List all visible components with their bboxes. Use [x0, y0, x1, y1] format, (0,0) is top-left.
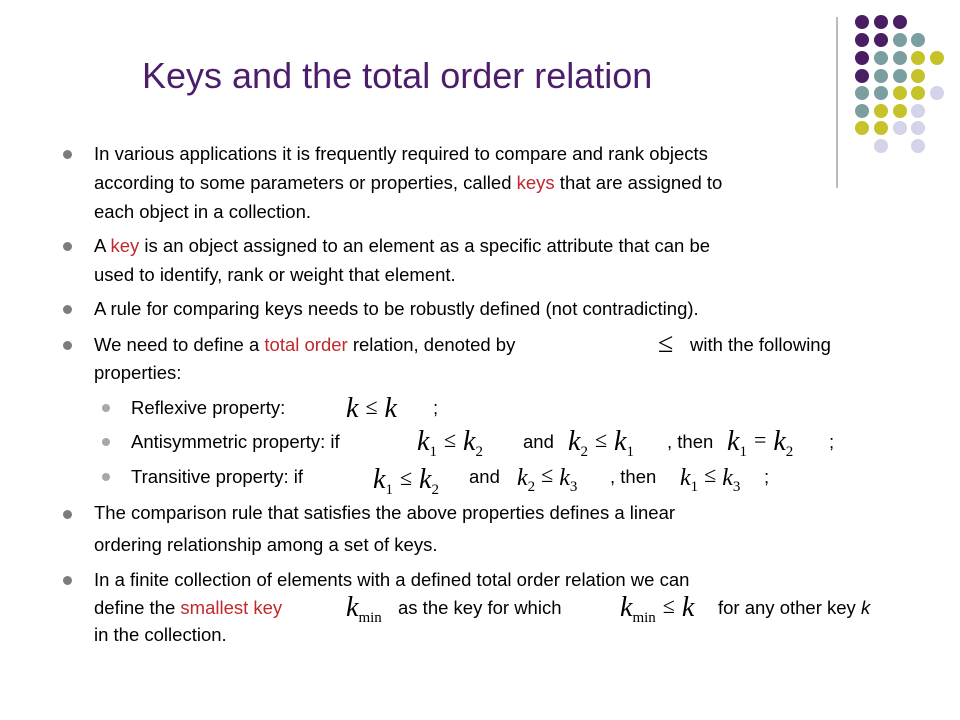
highlight-total-order: total order: [264, 334, 348, 355]
bullet-1-line-2: [94, 172, 722, 194]
bullet-icon: [63, 576, 72, 585]
slide-title: Keys and the total order relation: [142, 55, 653, 96]
bullet-icon: [63, 150, 72, 159]
math-var: k: [722, 465, 733, 491]
bullet-2-line-1: [94, 235, 710, 257]
bullet-icon: [63, 510, 72, 519]
text-run: for any other key: [718, 597, 861, 618]
antisymmetric-formula-1: [417, 428, 483, 466]
math-sub: 3: [569, 479, 578, 495]
bullet-icon: [63, 305, 72, 314]
transitive-then: , then: [610, 466, 657, 487]
math-var: k: [681, 592, 695, 623]
math-rel: ≤: [443, 427, 457, 452]
bullet-4-line-1-end: with the following: [690, 334, 831, 355]
math-var: k: [346, 592, 359, 623]
reflexive-formula: [346, 395, 397, 424]
sub-bullet-icon: [102, 473, 110, 481]
math-sub: min: [358, 610, 382, 626]
transitive-formula-1: [373, 466, 439, 504]
math-sub: 2: [475, 444, 483, 460]
reflexive-end: ;: [433, 397, 439, 418]
antisymmetric-formula-2: [568, 428, 634, 466]
transitive-formula-3: [680, 464, 740, 501]
reflexive-label: Reflexive property:: [131, 397, 286, 418]
transitive-label: Transitive property: if: [131, 466, 304, 487]
math-var: k: [727, 426, 740, 457]
bullet-1-line-3: each object in a collection.: [94, 201, 311, 222]
math-var: k: [517, 465, 528, 491]
highlight-keys: keys: [516, 172, 555, 193]
math-rel: ≤: [594, 427, 608, 452]
math-var: k: [680, 465, 691, 491]
sub-bullet-icon: [102, 438, 110, 446]
math-sub: 1: [739, 444, 747, 460]
bullet-4-line-2: properties:: [94, 362, 182, 383]
math-sub: min: [632, 610, 656, 626]
math-var: k: [419, 464, 432, 495]
antisymmetric-then: , then: [667, 431, 714, 452]
highlight-key: key: [110, 235, 140, 256]
bullet-6-line-2-end: [718, 597, 870, 619]
text-run: is an object assigned to an element as a specific attribute that can be: [139, 235, 711, 256]
math-sub: 2: [431, 482, 439, 498]
math-sub: 2: [580, 444, 588, 460]
bullet-6-line-1: In a finite collection of elements with a defined total order relation we can: [94, 569, 690, 590]
math-var: k: [384, 393, 397, 424]
math-rel: ≤: [365, 394, 378, 419]
text-run: define the: [94, 597, 181, 618]
math-sub: 1: [626, 444, 634, 460]
kmin-formula: [620, 594, 694, 632]
transitive-formula-2: [517, 464, 577, 501]
math-sub: 1: [385, 482, 393, 498]
text-run-italic: k: [860, 597, 871, 618]
math-var: k: [346, 393, 359, 424]
bullet-5-line-2: ordering relationship among a set of keys.: [94, 534, 438, 555]
bullet-6-line-2-start: [94, 597, 282, 619]
math-sub: 2: [527, 479, 536, 495]
bullet-icon: [63, 242, 72, 251]
text-run: that are assigned to: [554, 172, 723, 193]
math-var: k: [773, 426, 786, 457]
bullet-6-line-2-middle: as the key for which: [398, 597, 562, 618]
bullet-2-line-2: used to identify, rank or weight that element.: [94, 264, 456, 285]
order-symbol: ≤: [658, 328, 674, 359]
math-var: k: [417, 426, 430, 457]
math-var: k: [559, 465, 570, 491]
bullet-icon: [63, 341, 72, 350]
antisymmetric-and: and: [523, 431, 554, 452]
text-run: relation, denoted by: [347, 334, 516, 355]
transitive-end: ;: [764, 466, 770, 487]
bullet-3-line-1: A rule for comparing keys needs to be robustly defined (not contradicting).: [94, 298, 699, 319]
antisymmetric-end: ;: [829, 431, 835, 452]
math-sub: 1: [429, 444, 437, 460]
sub-bullet-icon: [102, 404, 110, 412]
kmin-symbol: [346, 594, 382, 632]
math-var: k: [373, 464, 386, 495]
text-run: We need to define a: [94, 334, 265, 355]
math-rel: ≤: [662, 593, 675, 618]
math-sub: 3: [732, 479, 741, 495]
math-var: k: [614, 426, 627, 457]
math-sub: 1: [690, 479, 699, 495]
bullet-1-line-1: In various applications it is frequently required to compare and rank objects: [94, 143, 708, 164]
text-run: A: [94, 235, 111, 256]
math-rel: ≤: [399, 465, 413, 490]
bullet-5-line-1: The comparison rule that satisfies the above properties defines a linear: [94, 502, 676, 523]
math-var: k: [568, 426, 581, 457]
math-var: k: [463, 426, 476, 457]
bullet-6-line-3: in the collection.: [94, 624, 227, 645]
antisymmetric-label: Antisymmetric property: if: [131, 431, 340, 452]
math-sub: 2: [785, 444, 794, 460]
math-var: k: [620, 592, 633, 623]
highlight-smallest-key: smallest key: [180, 597, 283, 618]
transitive-and: and: [469, 466, 500, 487]
bullet-4-line-1: [94, 334, 515, 356]
text-run: according to some parameters or properties, called: [94, 172, 517, 193]
math-rel: ≤: [541, 462, 554, 487]
math-rel: ≤: [704, 462, 717, 487]
antisymmetric-formula-3: [727, 428, 793, 466]
math-rel: =: [753, 427, 767, 452]
